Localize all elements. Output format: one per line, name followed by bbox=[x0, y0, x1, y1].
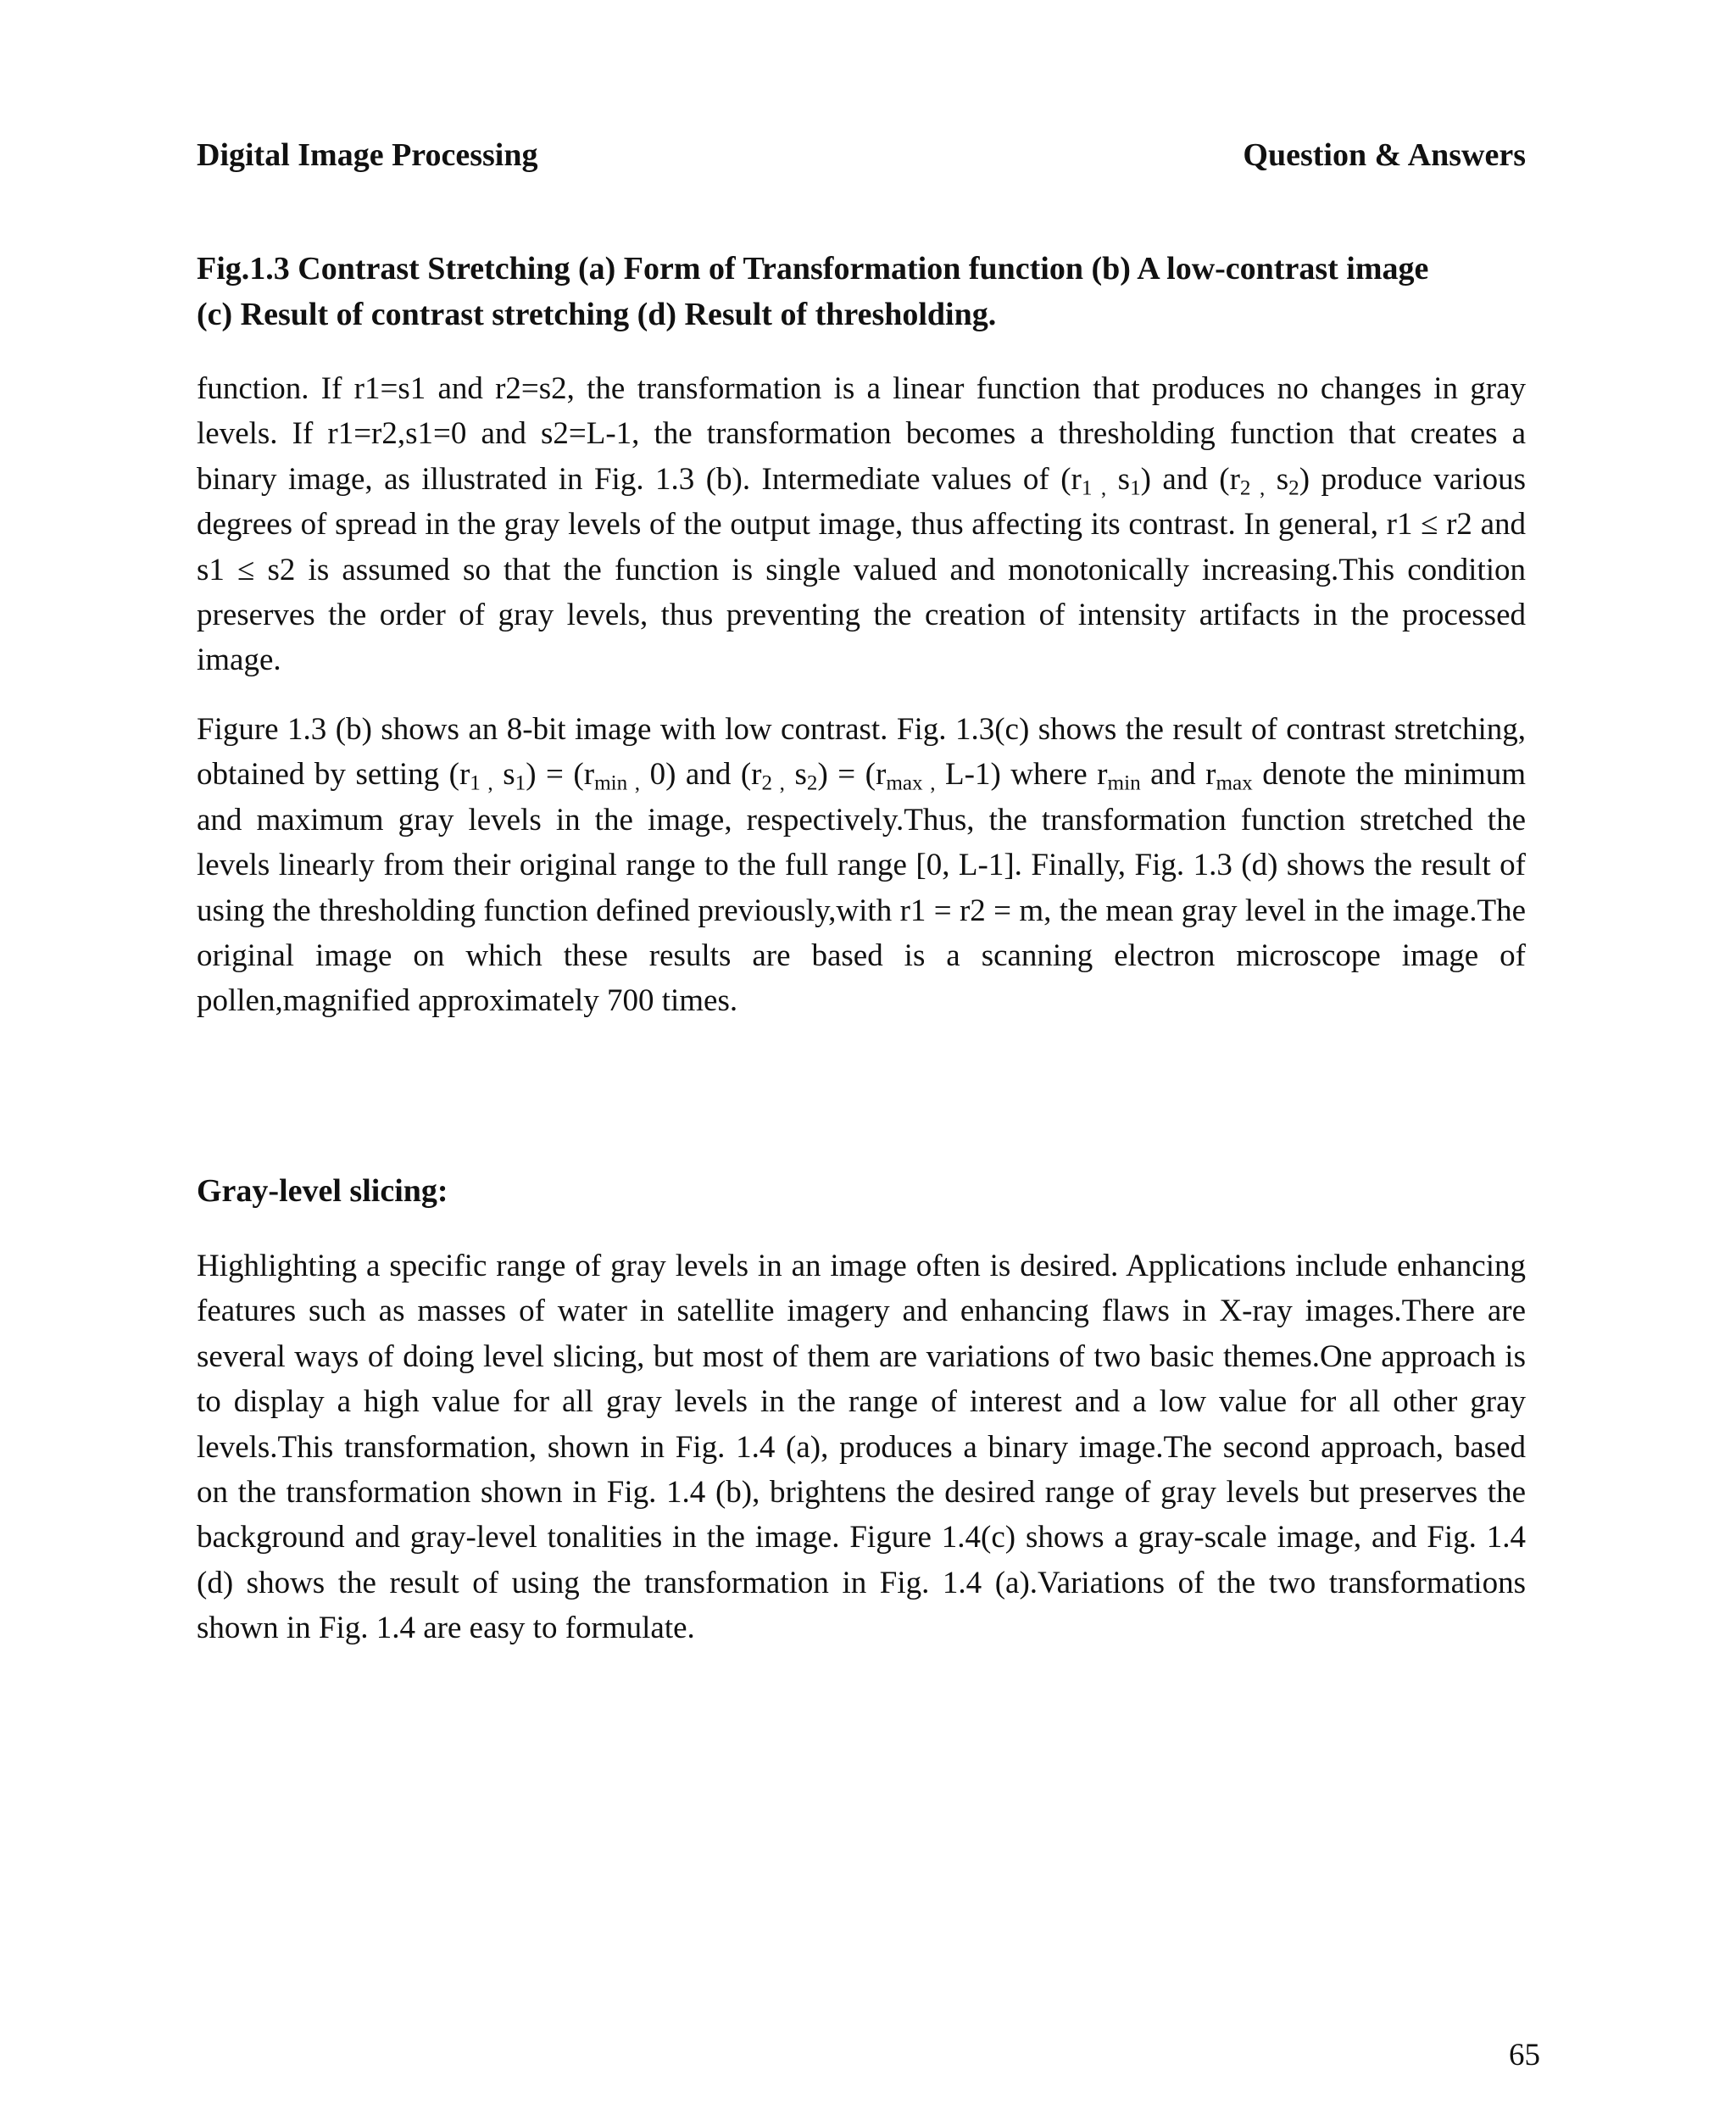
para2-text-1: Figure 1.3 (b) shows an 8-bit image with low contrast. Fig. 1.3(c) shows the result of contrast stretching, obtained by setting (r bbox=[197, 712, 1526, 793]
para2-subscript-8: max bbox=[1216, 771, 1253, 795]
body-paragraph-3: Highlighting a specific range of gray levels in an image often is desired. Applications include enhancing features such as masses of water in satellite imagery and enhancing flaws in X-ray images.There are several ways of doing level slicing, but most of them are variations of two basic themes.One approach is to display a high value for all gray levels in the range of interest and a low value for all other gray levels.This transformation, shown in Fig. 1.4 (a), produces a binary image.The second approach, based on the transformation shown in Fig. 1.4 (b), brightens the desired range of gray levels but preserves the background and gray-level tonalities in the image. Figure 1.4(c) shows a gray-scale image, and Fig. 1.4 (d) shows the result of using the transformation in Fig. 1.4 (a).Variations of the two transformations shown in Fig. 1.4 are easy to formulate. bbox=[197, 1249, 1526, 1646]
para1-text-3: ) and (r bbox=[1140, 461, 1240, 497]
body-paragraph-1 bbox=[197, 366, 1526, 683]
para2-text-2: s bbox=[492, 757, 515, 793]
para2-subscript-7: min bbox=[1107, 771, 1141, 795]
para2-subscript-3: min , bbox=[594, 771, 641, 795]
para2-text-3: ) = (r bbox=[526, 757, 595, 793]
caption-line-2: (c) Result of contrast stretching (d) Result of thresholding. bbox=[197, 297, 997, 332]
para1-subscript-3: 2 , bbox=[1239, 476, 1266, 500]
header-title-right: Question & Answers bbox=[1243, 137, 1526, 173]
para2-subscript-5: 2 bbox=[806, 771, 818, 795]
page-header bbox=[197, 134, 1526, 176]
page-number: 65 bbox=[1509, 2038, 1540, 2073]
para2-text-6: ) = (r bbox=[817, 757, 887, 793]
para2-text-7: L-1) where r bbox=[935, 757, 1108, 793]
section-heading: Gray-level slicing: bbox=[197, 1173, 448, 1209]
para2-text-8: and r bbox=[1140, 757, 1216, 793]
header-title-left: Digital Image Processing bbox=[197, 137, 538, 173]
para2-subscript-6: max , bbox=[886, 771, 936, 795]
para1-subscript-4: 2 bbox=[1288, 476, 1299, 500]
para2-subscript-4: 2 , bbox=[761, 771, 785, 795]
para1-text-4: s bbox=[1265, 461, 1289, 497]
para1-text-1: function. If r1=s1 and r2=s2, the transformation is a linear function that produces no changes in gray levels. If r1=r2,s1=0 and s2=L-1, the transformation becomes a thresholding function that creates a binary image, as illustrated in Fig. 1.3 (b). Intermediate values of (r bbox=[197, 371, 1526, 497]
para1-subscript-1: 1 , bbox=[1081, 476, 1107, 500]
figure-caption bbox=[197, 246, 1526, 337]
para2-subscript-2: 1 bbox=[515, 771, 526, 795]
para1-text-5: ) produce various degrees of spread in the gray levels of the output image, thus affecting its contrast. In general, r1 ≤ r2 and s1 ≤ s2 is assumed so that the function is single valued and monotonically increasing.This condition preserves the order of gray levels, thus preventing the creation of intensity artifacts in the processed image. bbox=[197, 461, 1527, 678]
caption-line-1: Fig.1.3 Contrast Stretching (a) Form of Transformation function (b) A low-contrast image bbox=[197, 251, 1429, 287]
body-paragraph-2 bbox=[197, 707, 1526, 1024]
para2-text-4: 0) and (r bbox=[640, 757, 762, 793]
para1-subscript-2: 1 bbox=[1130, 476, 1141, 500]
para2-subscript-1: 1 , bbox=[470, 771, 493, 795]
para2-text-9: denote the minimum and maximum gray levels in the image, respectively.Thus, the transformation function stretched the levels linearly from their original range to the full range [0, L-1]. Finally, Fig. 1.3 (d) shows the result of using the thresholding function defined previously,with r1 = r2 = m, the mean gray level in the image.The original image on which these results are based is a scanning electron microscope image of pollen,magnified approximately 700 times. bbox=[197, 757, 1527, 1019]
para2-text-5: s bbox=[784, 757, 807, 793]
para1-text-2: s bbox=[1106, 461, 1131, 497]
